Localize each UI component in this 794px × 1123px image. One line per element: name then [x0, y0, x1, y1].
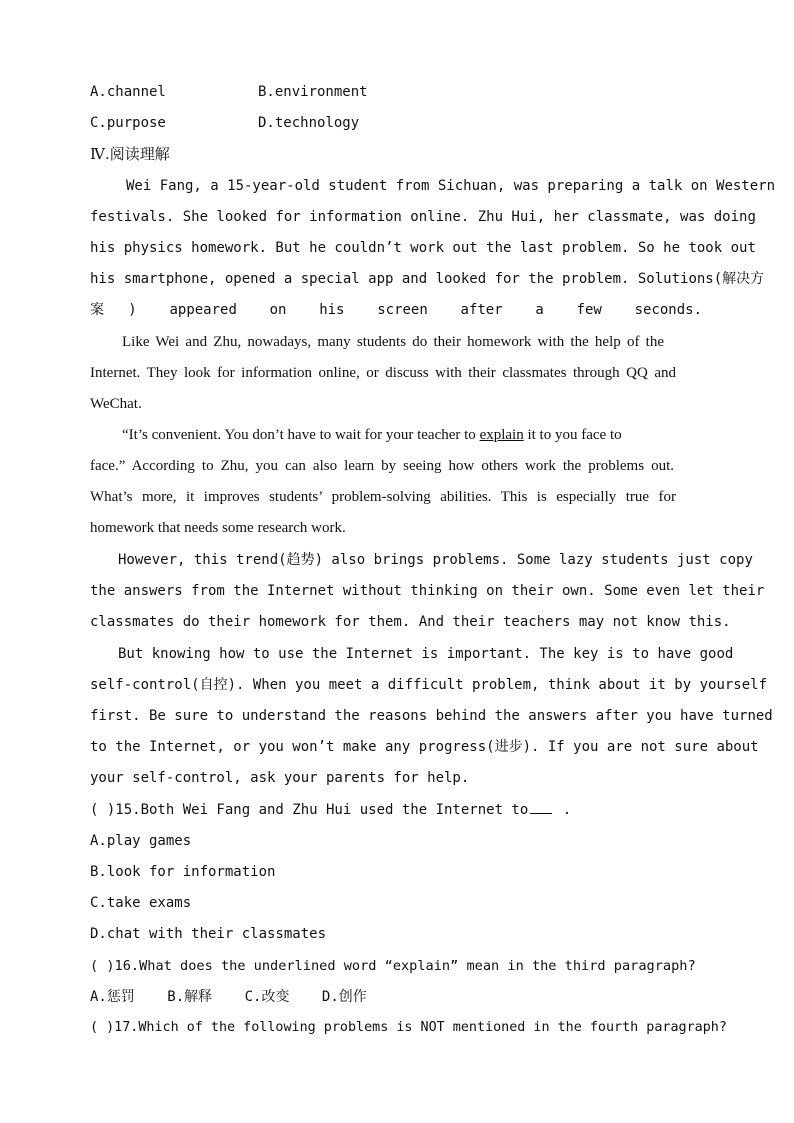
option-a: A.惩罚: [90, 989, 135, 1005]
option-a: A.channel: [90, 84, 166, 100]
passage-line: face.” According to Zhu, you can also learn by seeing how others work the problems out.: [90, 458, 674, 474]
passage-line: 案) appeared on his screen after a few seconds.: [90, 302, 702, 318]
passage-line: What’s more, it improves students’ problem-solving abilities. This is especially true for: [90, 489, 676, 505]
passage-line: [122, 425, 686, 445]
passage-line: his physics homework. But he couldn’t work out the last problem. So he took out: [90, 240, 756, 256]
question-text: ( )15.Both Wei Fang and Zhu Hui used the Internet to: [90, 802, 529, 818]
passage-line: However, this trend(趋势) also brings problems. Some lazy students just copy: [118, 552, 753, 568]
option-b: B.environment: [258, 84, 368, 100]
option-d: D.chat with their classmates: [90, 926, 327, 942]
answer-blank: [530, 801, 552, 814]
passage-line: first. Be sure to understand the reasons behind the answers after you have turned: [90, 708, 773, 724]
option-d: D.创作: [321, 989, 367, 1005]
passage-line: classmates do their homework for them. And their teachers may not know this.: [90, 614, 731, 630]
passage-line: to the Internet, or you won’t make any progress(进步). If you are not sure about: [90, 739, 759, 755]
passage-line: your self-control, ask your parents for help.: [90, 770, 470, 786]
option-row: [90, 113, 702, 133]
option-c: C.purpose: [90, 115, 166, 131]
underlined-word: explain: [479, 427, 524, 443]
option-row: [90, 987, 702, 1007]
option-d: D.technology: [258, 115, 360, 131]
question-17-stem: ( )17.Which of the following problems is NOT mentioned in the fourth paragraph?: [90, 1020, 727, 1035]
option-c: C.take exams: [90, 895, 192, 911]
question-text: .: [562, 802, 572, 818]
option-b: B.解释: [167, 989, 213, 1005]
passage-line: self-control(自控). When you meet a difficult problem, think about it by yourself: [90, 677, 768, 693]
passage-line: festivals. She looked for information online. Zhu Hui, her classmate, was doing: [90, 209, 756, 225]
section-title: Ⅳ.阅读理解: [90, 145, 170, 163]
passage-line: his smartphone, opened a special app and looked for the problem. Solutions(解决方: [90, 271, 765, 287]
passage-line: But knowing how to use the Internet is important. The key is to have good: [118, 646, 734, 662]
passage-line: WeChat.: [90, 396, 142, 412]
passage-text: “It’s convenient. You don’t have to wait for your teacher to: [122, 427, 480, 443]
question-15-stem: [90, 800, 702, 820]
passage-line: the answers from the Internet without thinking on their own. Some even let their: [90, 583, 765, 599]
passage-text: it to you face to: [523, 427, 622, 443]
passage-line: Like Wei and Zhu, nowadays, many students do their homework with the help of the: [122, 334, 664, 350]
passage-line: Wei Fang, a 15-year-old student from Sichuan, was preparing a talk on Western: [126, 178, 776, 194]
option-a: A.play games: [90, 833, 192, 849]
option-row: [90, 82, 702, 102]
option-c: C.改变: [244, 989, 290, 1005]
option-b: B.look for information: [90, 864, 276, 880]
passage-line: Internet. They look for information online, or discuss with their classmates through QQ and: [90, 365, 676, 381]
question-16-stem: ( )16.What does the underlined word “explain” mean in the third paragraph?: [90, 958, 696, 974]
passage-line: homework that needs some research work.: [90, 520, 346, 536]
